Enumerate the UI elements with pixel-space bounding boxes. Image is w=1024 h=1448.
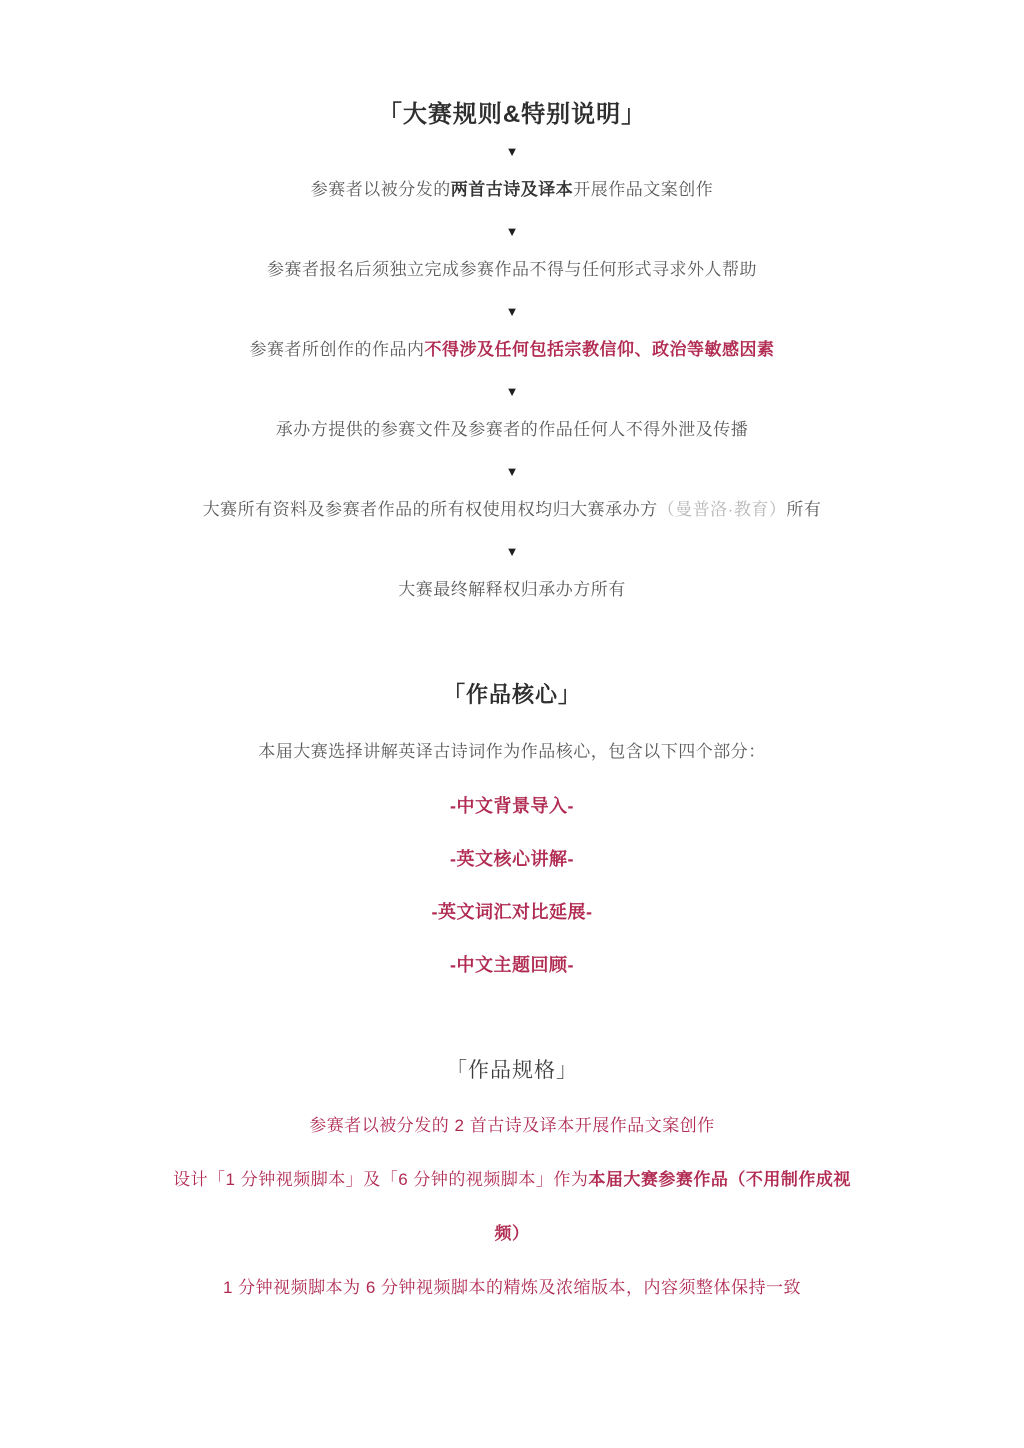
- rule-line-4: 承办方提供的参赛文件及参赛者的作品任何人不得外泄及传播: [275, 420, 749, 439]
- spec-line-2: [0, 1169, 1024, 1190]
- core-item-2: -英文核心讲解-: [450, 849, 574, 869]
- rules-section-title: 「大赛规则&特别说明」: [377, 101, 647, 128]
- spec-line-3: 1 分钟视频脚本为 6 分钟视频脚本的精炼及浓缩版本，内容须整体保持一致: [222, 1278, 802, 1297]
- down-arrow-icon: ▼: [505, 144, 519, 159]
- rule-line-6: 大赛最终解释权归承办方所有: [398, 580, 626, 599]
- rule-line-5-pre: 大赛所有资料及参赛者作品的所有权使用权均归大赛承办方: [202, 500, 658, 519]
- core-section-title: 「作品核心」: [442, 682, 581, 707]
- down-arrow-icon: ▼: [505, 224, 519, 239]
- rule-line-5-post: 所有: [786, 500, 822, 519]
- spec-section-title: 「作品规格」: [446, 1059, 578, 1082]
- down-arrow-icon: ▼: [505, 304, 519, 319]
- down-arrow-icon: ▼: [505, 544, 519, 559]
- rule-line-1-post: 开展作品文案创作: [573, 180, 714, 199]
- spec-line-2-bold: 本届大赛参赛作品（不用制作成视: [588, 1170, 851, 1189]
- rule-line-3-pre: 参赛者所创作的作品内: [249, 340, 425, 359]
- rule-line-5-organizer: （曼普洛·教育）: [657, 500, 787, 519]
- core-intro: 本届大赛选择讲解英译古诗词作为作品核心，包含以下四个部分：: [258, 742, 766, 761]
- rule-line-1-bold: 两首古诗及译本: [450, 180, 574, 199]
- rule-line-1: [0, 180, 1024, 200]
- rule-line-1-pre: 参赛者以被分发的: [310, 180, 451, 199]
- rule-line-3-emphasis: 不得涉及任何包括宗教信仰、政治等敏感因素: [424, 340, 775, 359]
- core-item-1: -中文背景导入-: [450, 796, 574, 816]
- rule-line-3: [0, 340, 1024, 360]
- spec-line-2-wrap: 频）: [494, 1224, 530, 1243]
- core-item-3: -英文词汇对比延展-: [431, 902, 593, 922]
- rule-line-5: [0, 500, 1024, 520]
- spec-line-2-pre: 设计「1 分钟视频脚本」及「6 分钟的视频脚本」作为: [173, 1170, 589, 1189]
- down-arrow-icon: ▼: [505, 464, 519, 479]
- core-item-4: -中文主题回顾-: [450, 955, 574, 975]
- rule-line-2: 参赛者报名后须独立完成参赛作品不得与任何形式寻求外人帮助: [267, 260, 757, 279]
- down-arrow-icon: ▼: [505, 384, 519, 399]
- spec-line-1: 参赛者以被分发的 2 首古诗及译本开展作品文案创作: [309, 1116, 715, 1135]
